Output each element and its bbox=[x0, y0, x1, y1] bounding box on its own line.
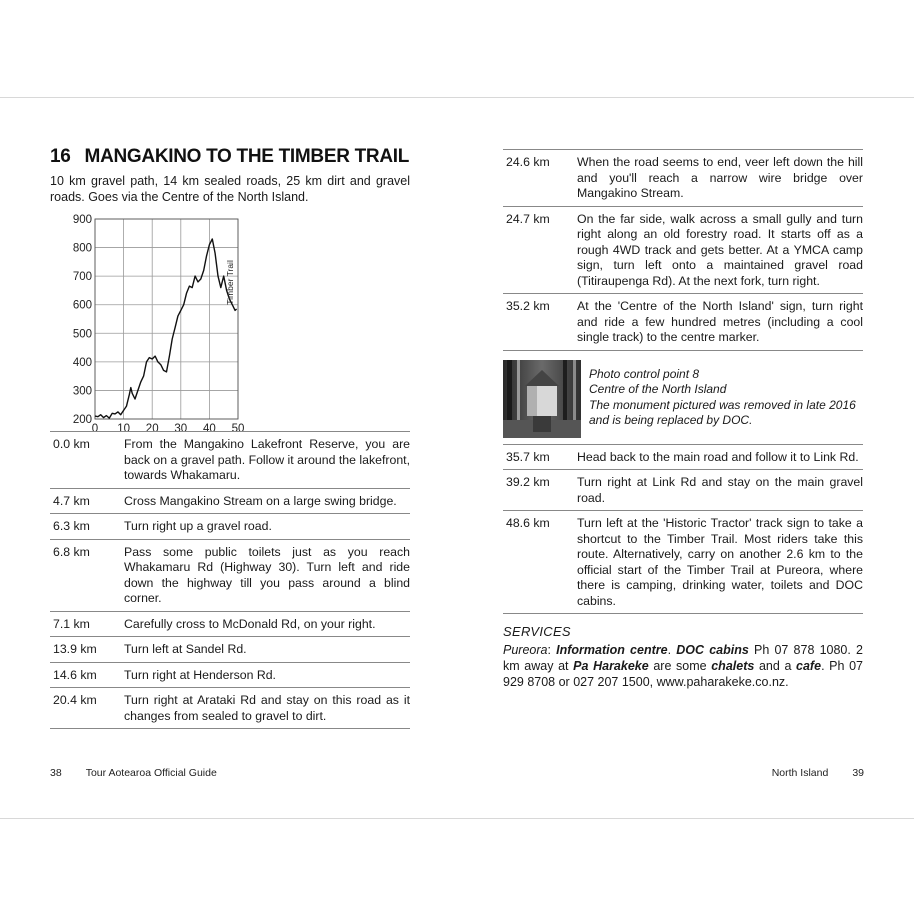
route-row bbox=[503, 470, 863, 511]
route-instruction: Turn right at Arataki Rd and stay on this road as it changes from sealed to gravel to dirt. bbox=[124, 688, 410, 729]
right-page bbox=[503, 149, 863, 690]
route-instruction: Turn left at Sandel Rd. bbox=[124, 637, 410, 663]
x-tick-label: 40 bbox=[203, 423, 216, 431]
route-instruction: At the 'Centre of the North Island' sign, turn right and ride a few hundred metres (including a cool single track) to the centre marker. bbox=[577, 294, 863, 351]
route-distance: 7.1 km bbox=[50, 611, 124, 637]
route-instruction: Turn right up a gravel road. bbox=[124, 514, 410, 540]
route-instruction: Head back to the main road and follow it to Link Rd. bbox=[577, 444, 863, 470]
services-sep2: . bbox=[667, 643, 677, 657]
footer-left bbox=[50, 767, 217, 779]
left-page-number: 38 bbox=[50, 767, 62, 779]
services-and: and a bbox=[754, 659, 797, 673]
plot-frame bbox=[95, 219, 238, 419]
route-row bbox=[50, 539, 410, 611]
route-row bbox=[50, 432, 410, 489]
photo-caption-line3: The monument pictured was removed in late 2016 and is being replaced by DOC. bbox=[589, 397, 856, 427]
footer-right bbox=[772, 767, 864, 779]
services-text bbox=[503, 642, 863, 690]
route-distance: 6.8 km bbox=[50, 539, 124, 611]
section-title bbox=[50, 146, 410, 168]
services-place1: Pureora bbox=[503, 643, 548, 657]
right-page-number: 39 bbox=[852, 767, 864, 779]
route-table-right-top bbox=[503, 149, 863, 351]
services-mid: are some bbox=[648, 659, 712, 673]
y-tick-label: 200 bbox=[72, 414, 92, 426]
route-distance: 24.7 km bbox=[503, 206, 577, 294]
route-row bbox=[503, 294, 863, 351]
route-distance: 13.9 km bbox=[50, 637, 124, 663]
route-distance: 24.6 km bbox=[503, 150, 577, 207]
route-row bbox=[50, 488, 410, 514]
book-spread bbox=[0, 97, 914, 819]
y-tick-label: 800 bbox=[72, 242, 92, 255]
services-sep1: : bbox=[547, 643, 557, 657]
route-row bbox=[50, 688, 410, 729]
services-place2: Pa Harakeke bbox=[573, 659, 649, 673]
route-row bbox=[503, 444, 863, 470]
route-distance: 4.7 km bbox=[50, 488, 124, 514]
y-tick-label: 500 bbox=[72, 328, 92, 341]
y-tick-label: 400 bbox=[72, 356, 92, 369]
route-instruction: Turn right at Henderson Rd. bbox=[124, 662, 410, 688]
elevation-line bbox=[95, 239, 237, 418]
route-row bbox=[503, 511, 863, 614]
right-running-title: North Island bbox=[771, 767, 829, 779]
route-row bbox=[503, 150, 863, 207]
x-tick-label: 30 bbox=[174, 423, 188, 431]
left-page bbox=[50, 146, 410, 729]
photo-caption bbox=[589, 360, 863, 438]
elevation-chart bbox=[50, 209, 410, 431]
route-row bbox=[50, 514, 410, 540]
route-row bbox=[50, 662, 410, 688]
y-tick-label: 300 bbox=[72, 385, 92, 398]
photo-caption-line2: Centre of the North Island bbox=[589, 382, 727, 396]
route-instruction: On the far side, walk across a small gully and turn right along an old forestry road. It starts off as a rough 4WD track and gets better. At a YMCA camp sign, turn left onto a maintained gravel road (Titiraupenga Rd). At the next fork, turn right. bbox=[577, 206, 863, 294]
y-tick-label: 900 bbox=[72, 214, 92, 226]
services-cafe: cafe bbox=[796, 659, 822, 673]
route-distance: 20.4 km bbox=[50, 688, 124, 729]
services-heading: SERVICES bbox=[503, 624, 571, 639]
route-distance: 14.6 km bbox=[50, 662, 124, 688]
route-distance: 6.3 km bbox=[50, 514, 124, 540]
left-running-title: Tour Aotearoa Official Guide bbox=[85, 767, 217, 779]
timber-trail-annotation: Timber Trail bbox=[224, 260, 235, 305]
x-tick-label: 0 bbox=[91, 423, 99, 431]
route-table-left bbox=[50, 431, 410, 729]
route-table-right-bottom bbox=[503, 444, 863, 615]
services-info: Information centre bbox=[556, 643, 668, 657]
route-instruction: Cross Mangakino Stream on a large swing bridge. bbox=[124, 488, 410, 514]
y-tick-label: 600 bbox=[72, 299, 92, 312]
route-row bbox=[50, 611, 410, 637]
route-instruction: Carefully cross to McDonald Rd, on your right. bbox=[124, 611, 410, 637]
services-doc: DOC cabins bbox=[676, 643, 749, 657]
x-tick-label: 20 bbox=[145, 423, 159, 431]
route-instruction: Turn right at Link Rd and stay on the main gravel road. bbox=[577, 470, 863, 511]
photo-control-block bbox=[503, 360, 863, 438]
services-ph1: Ph 07 878 1080. 2 km away at bbox=[503, 643, 863, 673]
elevation-chart-svg bbox=[50, 209, 410, 431]
x-tick-label: 50 bbox=[231, 423, 245, 431]
section-intro: 10 km gravel path, 14 km sealed roads, 25 km dirt and gravel roads. Goes via the Centre of the North Island. bbox=[50, 174, 410, 204]
route-distance: 39.2 km bbox=[503, 470, 577, 511]
y-tick-label: 700 bbox=[72, 271, 92, 284]
route-instruction: When the road seems to end, veer left down the hill and you'll reach a narrow wire bridge over Mangakino Stream. bbox=[577, 150, 863, 207]
section-title-text: MANGAKINO TO THE TIMBER TRAIL bbox=[84, 146, 410, 167]
route-distance: 35.7 km bbox=[503, 444, 577, 470]
route-row bbox=[50, 637, 410, 663]
route-row bbox=[503, 206, 863, 294]
services-chalets: chalets bbox=[711, 659, 755, 673]
route-distance: 35.2 km bbox=[503, 294, 577, 351]
route-instruction: Turn left at the 'Historic Tractor' track sign to take a shortcut to the Timber Trail. Most riders take this route. Alternatively, carry on another 2.6 km to the official start of the Timber Trail at Pureora, where there is camping, drinking water, toilets and DOC cabins. bbox=[577, 511, 863, 614]
section-number: 16 bbox=[50, 146, 71, 167]
monument-photo bbox=[503, 360, 581, 438]
services-ph2: . Ph 07 929 8708 or 027 207 1500, www.paharakeke.co.nz. bbox=[503, 659, 863, 689]
route-instruction: Pass some public toilets just as you reach Whakamaru Rd (Highway 30). Turn left and ride down the highway till you pass around a blind corner. bbox=[124, 539, 410, 611]
route-instruction: From the Mangakino Lakefront Reserve, you are back on a gravel path. Follow it around the lakefront, towards Whakamaru. bbox=[124, 432, 410, 489]
x-tick-label: 10 bbox=[117, 423, 130, 431]
route-distance: 48.6 km bbox=[503, 511, 577, 614]
photo-caption-line1: Photo control point 8 bbox=[589, 366, 700, 381]
route-distance: 0.0 km bbox=[50, 432, 124, 489]
